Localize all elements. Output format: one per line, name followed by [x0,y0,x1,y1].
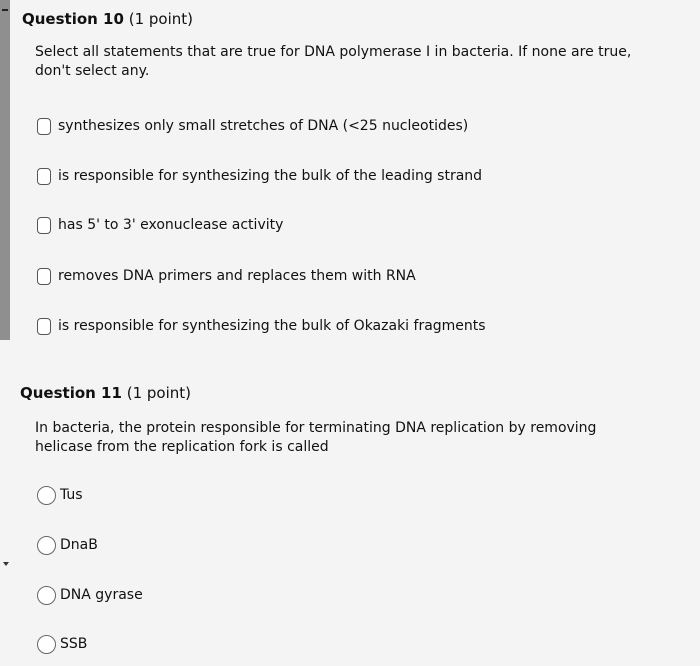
q11-option-4[interactable] [37,634,87,654]
question-10-prompt-line: Select all statements that are true for DNA polymerase I in bacteria. If none are true, [35,44,632,60]
question-11-prompt [35,419,675,457]
radio-button[interactable] [37,486,56,505]
checkbox[interactable] [37,268,51,285]
radio-button[interactable] [37,586,56,605]
question-10-prompt [35,43,675,81]
q11-option-2[interactable] [37,535,98,555]
radio-button[interactable] [37,536,56,555]
option-label: Tus [60,487,83,503]
radio-button[interactable] [37,635,56,654]
question-11-title [20,384,191,402]
option-label: is responsible for synthesizing the bulk of the leading strand [58,168,483,184]
question-11-number: Question 11 [20,384,122,402]
option-label: DnaB [60,537,98,553]
q11-option-3[interactable] [37,585,143,605]
q11-option-1[interactable] [37,485,83,505]
option-label: is responsible for synthesizing the bulk of Okazaki fragments [58,318,486,334]
question-10-prompt-line: don't select any. [35,63,150,79]
option-label: SSB [60,636,88,652]
checkbox[interactable] [37,118,51,135]
question-10-points: (1 point) [128,10,193,28]
checkbox[interactable] [37,168,51,185]
checkbox[interactable] [37,217,51,234]
question-11-points: (1 point) [126,384,191,402]
option-label: DNA gyrase [60,587,143,603]
question-11-prompt-line: helicase from the replication fork is called [35,439,329,455]
q10-option-2[interactable] [37,166,482,186]
option-label: has 5' to 3' exonuclease activity [58,217,284,233]
left-accent-bar [0,0,10,340]
q10-option-3[interactable] [37,215,283,235]
option-label: synthesizes only small stretches of DNA (<25 nucleotides) [58,118,469,134]
option-label: removes DNA primers and replaces them with RNA [58,268,416,284]
question-10-number: Question 10 [22,10,124,28]
q10-option-1[interactable] [37,116,468,136]
collapse-icon[interactable] [2,9,8,11]
question-11-prompt-line: In bacteria, the protein responsible for terminating DNA replication by removing [35,420,597,436]
q10-option-5[interactable] [37,316,486,336]
checkbox[interactable] [37,318,51,335]
q10-option-4[interactable] [37,266,416,286]
expand-arrow-icon[interactable] [3,562,9,566]
question-10-title [22,10,193,28]
